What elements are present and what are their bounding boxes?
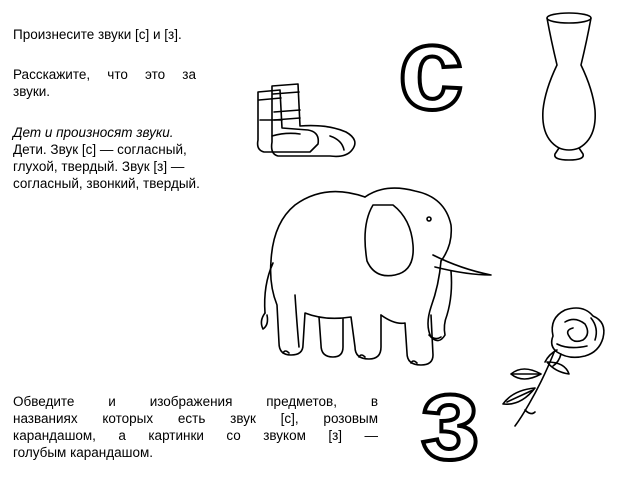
vase-picture <box>525 10 615 165</box>
task-line-2: названиях которых есть звук [с], розовым <box>13 411 378 426</box>
task-line-4: голубым карандашом. <box>13 445 154 460</box>
elephant-picture <box>255 175 505 385</box>
answer-intro: Дет и произносят звуки. <box>13 125 174 140</box>
answer-line-1: Дети. Звук [с] — согласный, <box>13 142 187 157</box>
question-line-1: Расскажите, что это за <box>13 67 196 82</box>
socks-picture <box>250 80 365 165</box>
instruction-text: Произнесите звуки [с] и [з]. <box>13 27 182 42</box>
letter-z: з <box>420 351 480 485</box>
task-line-1: Обведите и изображения предметов, в <box>13 394 378 409</box>
answer-line-2: глухой, твердый. Звук [з] — <box>13 159 185 174</box>
task-line-3: карандашом, а картинки со звуком [з] — <box>13 428 378 443</box>
answer-line-3: согласный, звонкий, твердый. <box>13 176 200 191</box>
rose-picture <box>495 300 620 430</box>
letter-s: с <box>398 3 464 135</box>
question-line-2: звуки. <box>13 84 51 99</box>
